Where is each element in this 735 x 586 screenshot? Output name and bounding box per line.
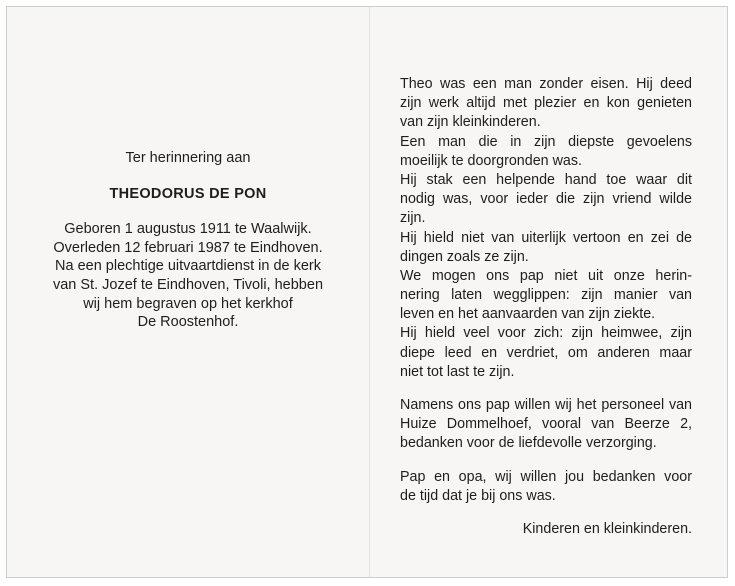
bio-line: Geboren 1 augustus 1911 te Waalwijk. [64,221,312,237]
text-line: nodig was, voor ieder die zijn vriend wilde [400,191,692,208]
text-line: dingen zoals ze zijn. [400,248,529,265]
farewell-paragraph [400,468,692,506]
text-line: Een man die in zijn diepste gevoelens [400,133,692,150]
text-line: de tijd dat je bij ons was. [400,487,556,504]
signoff: Kinderen en kleinkinderen. [522,520,692,537]
bio-line: De Roostenhof. [137,314,239,331]
card-fold-line [369,7,370,577]
deceased-name: THEODORUS DE PON [109,186,267,202]
text-line: bedanken voor de liefdevolle verzorging. [400,435,657,452]
text-line: Pap en opa, wij willen jou bedanken voor [400,468,692,485]
text-line: Hij stak een helpende hand toe waar dit [400,171,692,188]
paragraph-gap [400,506,692,520]
text-line: nering laten wegglippen: zijn manier van [400,287,692,304]
text-line: We mogen ons pap niet uit onze herin- [400,267,692,284]
text-line: zijn werk altijd met plezier en kon genieten [400,95,692,112]
text-line: Hij hield niet van uiterlijk vertoon en zei de [400,229,692,246]
tribute-paragraph [400,75,692,382]
bio-line: Na een plechtige uitvaartdienst in de kerk [55,258,321,275]
thanks-paragraph [400,396,692,454]
bio-line: van St. Jozef te Eindhoven, Tivoli, hebben [52,277,324,294]
paragraph-gap [400,454,692,468]
text-line: Namens ons pap willen wij het personeel van [400,397,692,413]
bio-line: wij hem begraven op het kerkhof [83,295,293,312]
text-line: Huize Dommelhoef, vooral van Beerze 2, [400,416,692,433]
memorial-card [6,6,728,578]
text-line: niet tot last te zijn. [400,363,515,380]
text-line: van zijn kleinkinderen. [400,114,541,131]
text-line: moeilijk te doorgronden was. [400,152,582,169]
text-line: Hij hield veel voor zich: zijn heimwee, zijn [400,325,692,342]
biography [27,220,349,332]
text-line: leven en het aanvaarden van zijn ziekte. [400,306,656,323]
bio-line: Overleden 12 februari 1987 te Eindhoven. [53,239,323,256]
remembrance-heading: Ter herinnering aan [125,150,251,166]
text-line: diepe leed en verdriet, om anderen maar [400,344,692,361]
text-line: Theo was een man zonder eisen. Hij deed [400,76,692,92]
right-page [400,75,692,539]
text-line: zijn. [400,210,426,227]
paragraph-gap [400,382,692,396]
